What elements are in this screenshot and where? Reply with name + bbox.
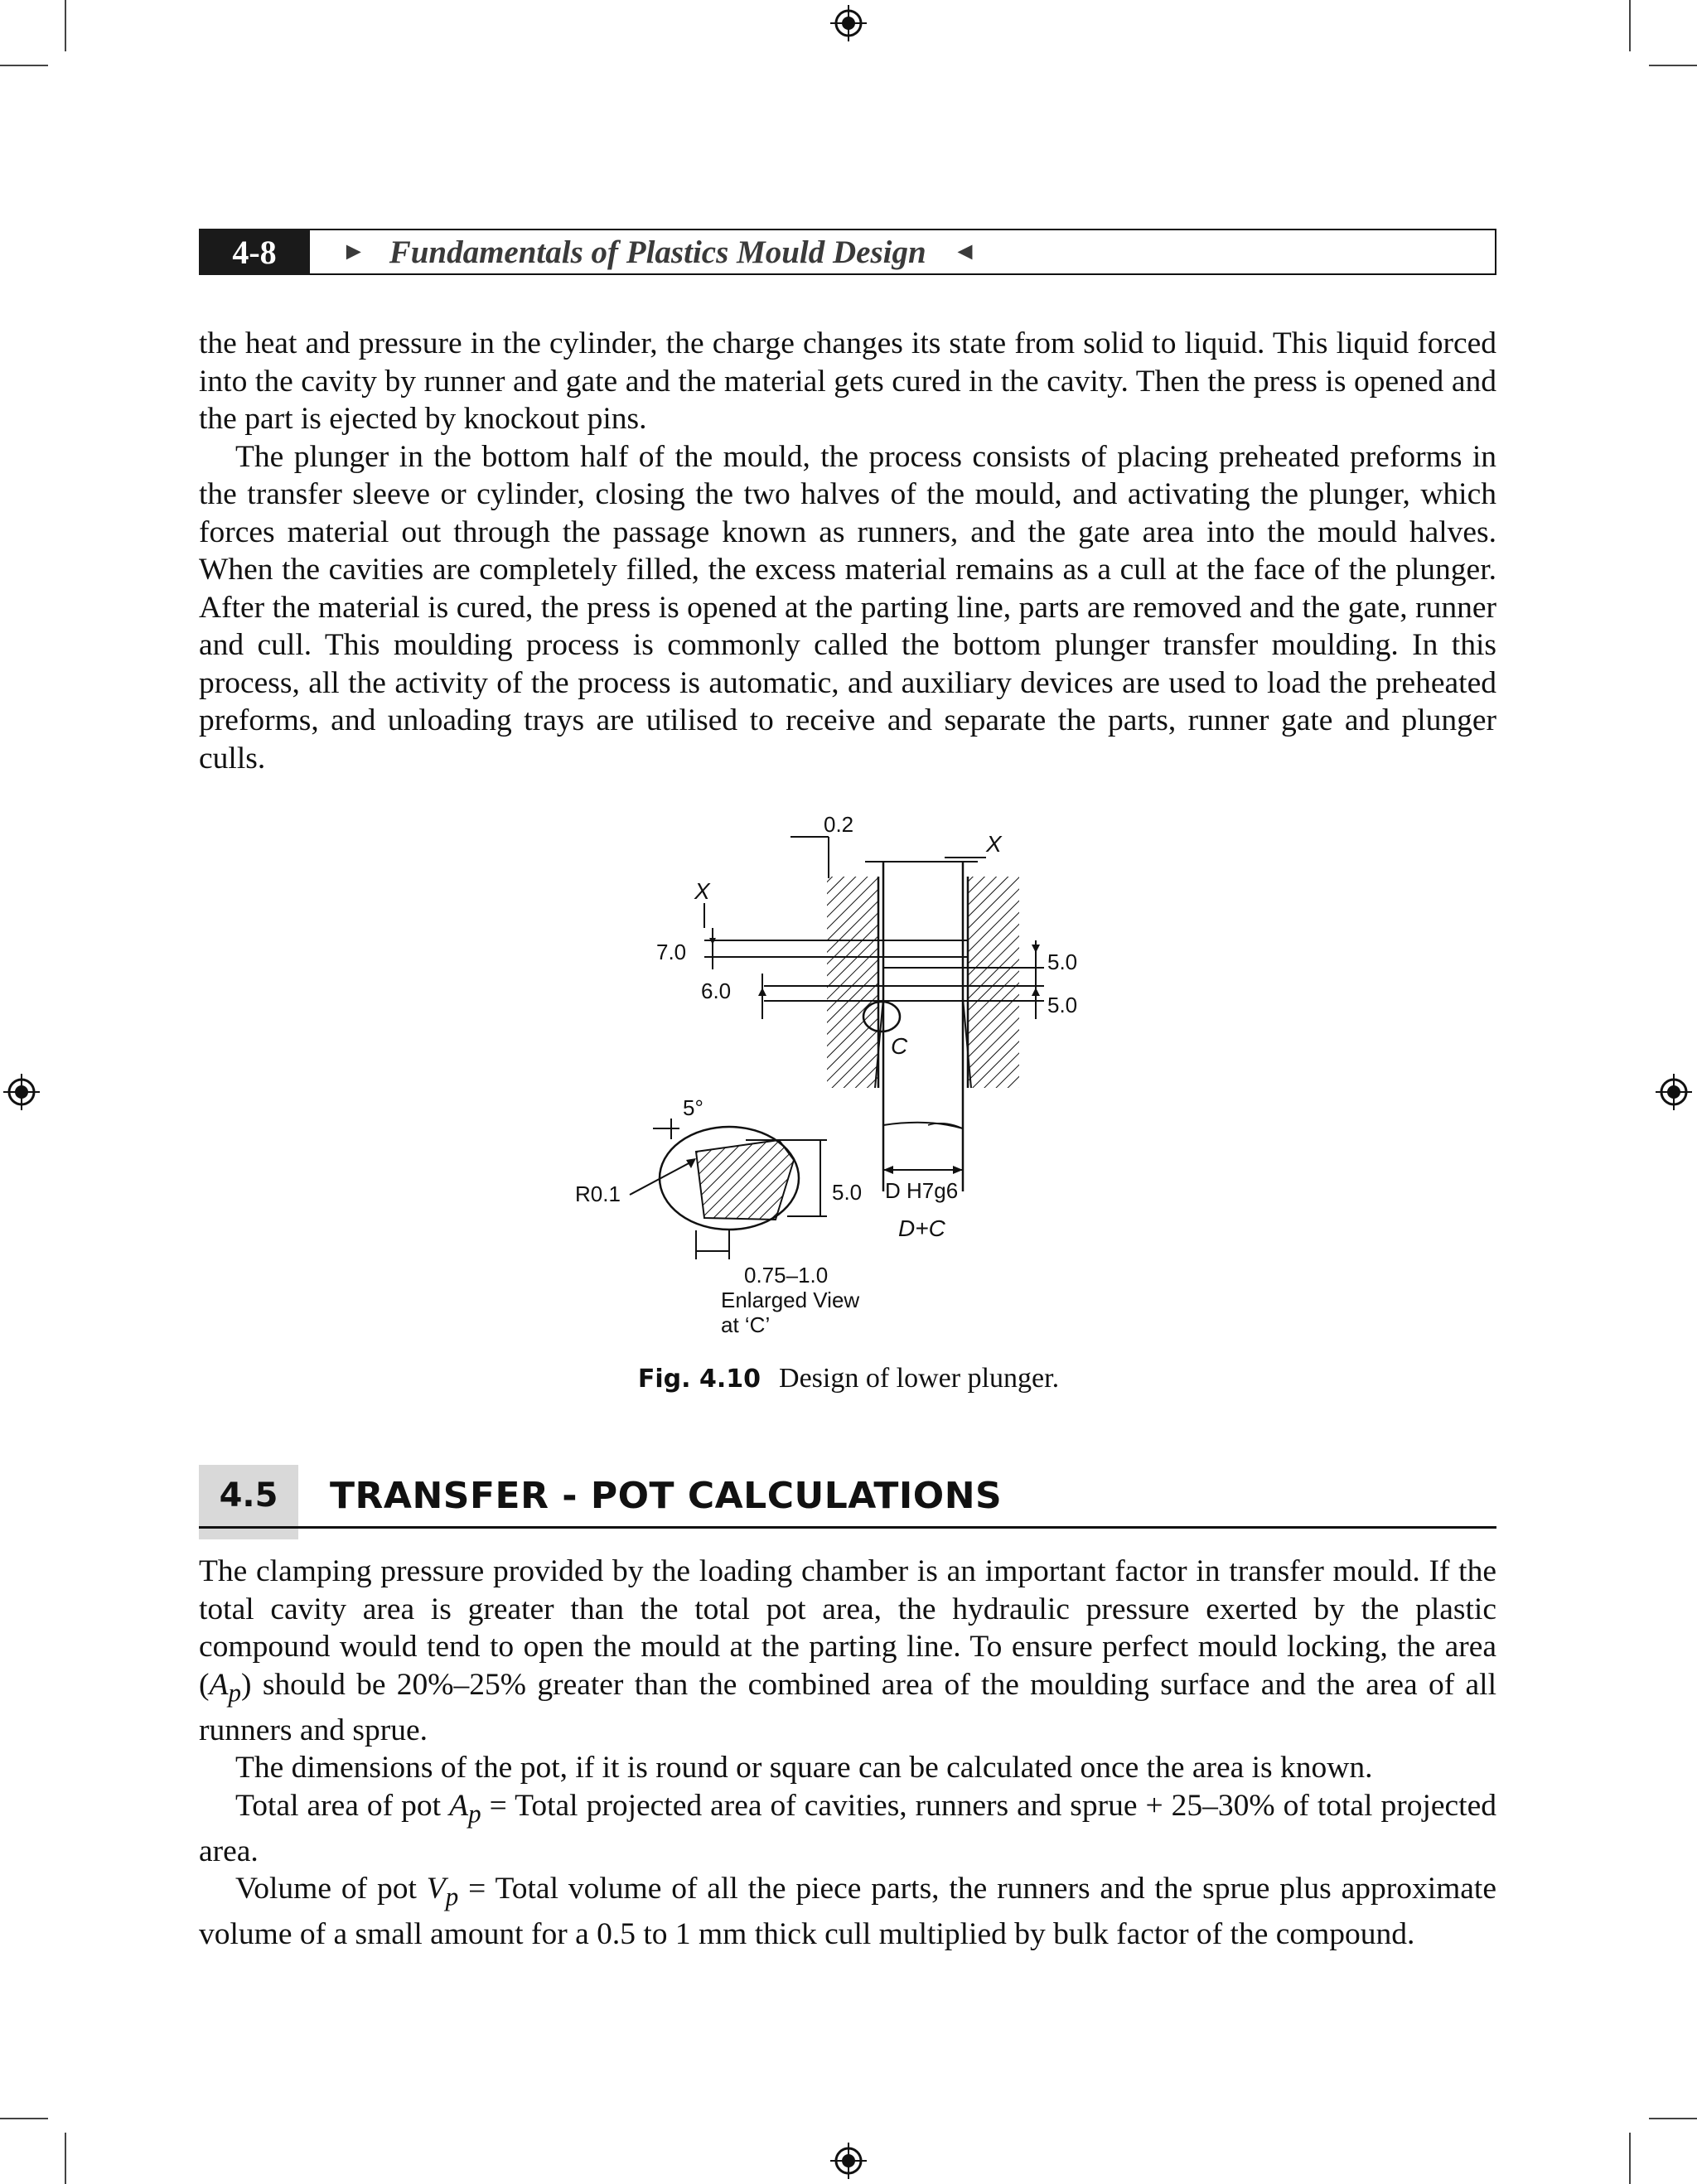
paragraph-dimensions: The dimensions of the pot, if it is round or square can be calculated once the area is known.: [235, 1751, 1373, 1785]
crop-mark: [65, 2133, 66, 2184]
crop-mark: [0, 2118, 48, 2119]
figure-caption-label: Fig. 4.10: [637, 1365, 761, 1394]
paragraph-volume: Volume of pot $V_p$ = Total volume of all the piece parts, the runners and the sprue plus approximate volume of a small amount for a 0.5 to 1 mm thick cull multiplied by bulk factor of the compound.: [199, 1872, 1496, 1951]
crop-mark: [1649, 2118, 1697, 2119]
dim-5c: 5.0: [832, 1180, 863, 1205]
enlarged-view-label: Enlarged View: [721, 1288, 860, 1312]
crop-mark: [1629, 2133, 1631, 2184]
detail-label-c: C: [891, 1033, 908, 1059]
radius-label: R0.1: [575, 1181, 621, 1206]
section-number: 4.5: [219, 1476, 278, 1515]
body-text-bottom: [199, 1553, 1496, 1954]
enlarged-plunger-profile: [696, 1140, 794, 1220]
dim-7: 7.0: [656, 940, 687, 964]
running-header: [199, 229, 1496, 275]
arrow-left-icon: ◄: [952, 238, 978, 265]
section-title: TRANSFER - POT CALCULATIONS: [330, 1474, 1003, 1517]
registration-mark-icon: [830, 5, 867, 41]
enlarged-view-at-c: at ‘C’: [721, 1312, 771, 1337]
crop-mark: [0, 65, 48, 66]
crop-mark: [65, 0, 66, 51]
paragraph-clamping: The clamping pressure provided by the loading chamber is an important factor in transfer mould. If the total cavity area is greater than the total pot area, the hydraulic pressure exerted by the plastic compound would tend to open the mould at the parting line. To ensure perfect mould locking, the area $(A_p)$ should be 20%–25% greater than the combined area of the moulding surface and the area of all runners and sprue.: [199, 1554, 1496, 1747]
registration-mark-icon: [830, 2143, 867, 2179]
dim-6: 6.0: [701, 978, 732, 1003]
registration-mark-icon: [1656, 1074, 1692, 1110]
crop-mark: [1629, 0, 1631, 51]
registration-mark-icon: [3, 1074, 40, 1110]
book-title: Fundamentals of Plastics Mould Design: [389, 234, 926, 270]
angle-label: 5°: [683, 1095, 703, 1120]
land-label: 0.75–1.0: [744, 1263, 829, 1288]
paragraph-area: Total area of pot $A_p$ = Total projected area of cavities, runners and sprue + 25–30% of total projected area.: [199, 1788, 1496, 1868]
paragraph: The plunger in the bottom half of the mould, the process consists of placing preheated preforms in the transfer sleeve or cylinder, closing the two halves of the mould, and activating the plunger, which forces material out through the passage known as runners, and the gate area into the mould halves. When the cavities are completely filled, the excess material remains as a cull at the face of the plunger. After the material is cured, the press is opened at the parting line, parts are removed and the gate, runner and cull. This moulding process is commonly called the bottom plunger transfer moulding. In this process, all the activity of the process is automatic, and auxiliary devices are used to load the preheated preforms, and unloading trays are utilised to receive and separate the parts, runner gate and plunger culls.: [199, 439, 1496, 776]
fit-label: D H7g6: [885, 1178, 959, 1203]
section-rule: [199, 1526, 1496, 1529]
figure-caption: [0, 1363, 1697, 1394]
dim-gap: 0.2: [824, 812, 854, 837]
clearance-label: D+C: [898, 1215, 945, 1241]
mould-wall-right: [968, 877, 1019, 1088]
dim-5b: 5.0: [1047, 993, 1078, 1017]
arrow-right-icon: ►: [341, 238, 366, 265]
paragraph: the heat and pressure in the cylinder, the charge changes its state from solid to liquid. This liquid forced into the cavity by runner and gate and the material gets cured in the cavity. Then the press is opened and the part is ejected by knockout pins.: [199, 326, 1496, 436]
crop-mark: [1649, 65, 1697, 66]
figure-caption-text: Design of lower plunger.: [779, 1363, 1060, 1394]
dim-5a: 5.0: [1047, 949, 1078, 974]
section-x-left: X: [694, 878, 710, 904]
body-text-top: [199, 325, 1496, 777]
book-title-line: [341, 230, 977, 273]
section-x-top: X: [986, 831, 1002, 857]
mould-wall-left: [827, 877, 878, 1088]
lower-plunger-drawing: [575, 812, 1094, 1342]
page-number: 4-8: [199, 229, 310, 275]
